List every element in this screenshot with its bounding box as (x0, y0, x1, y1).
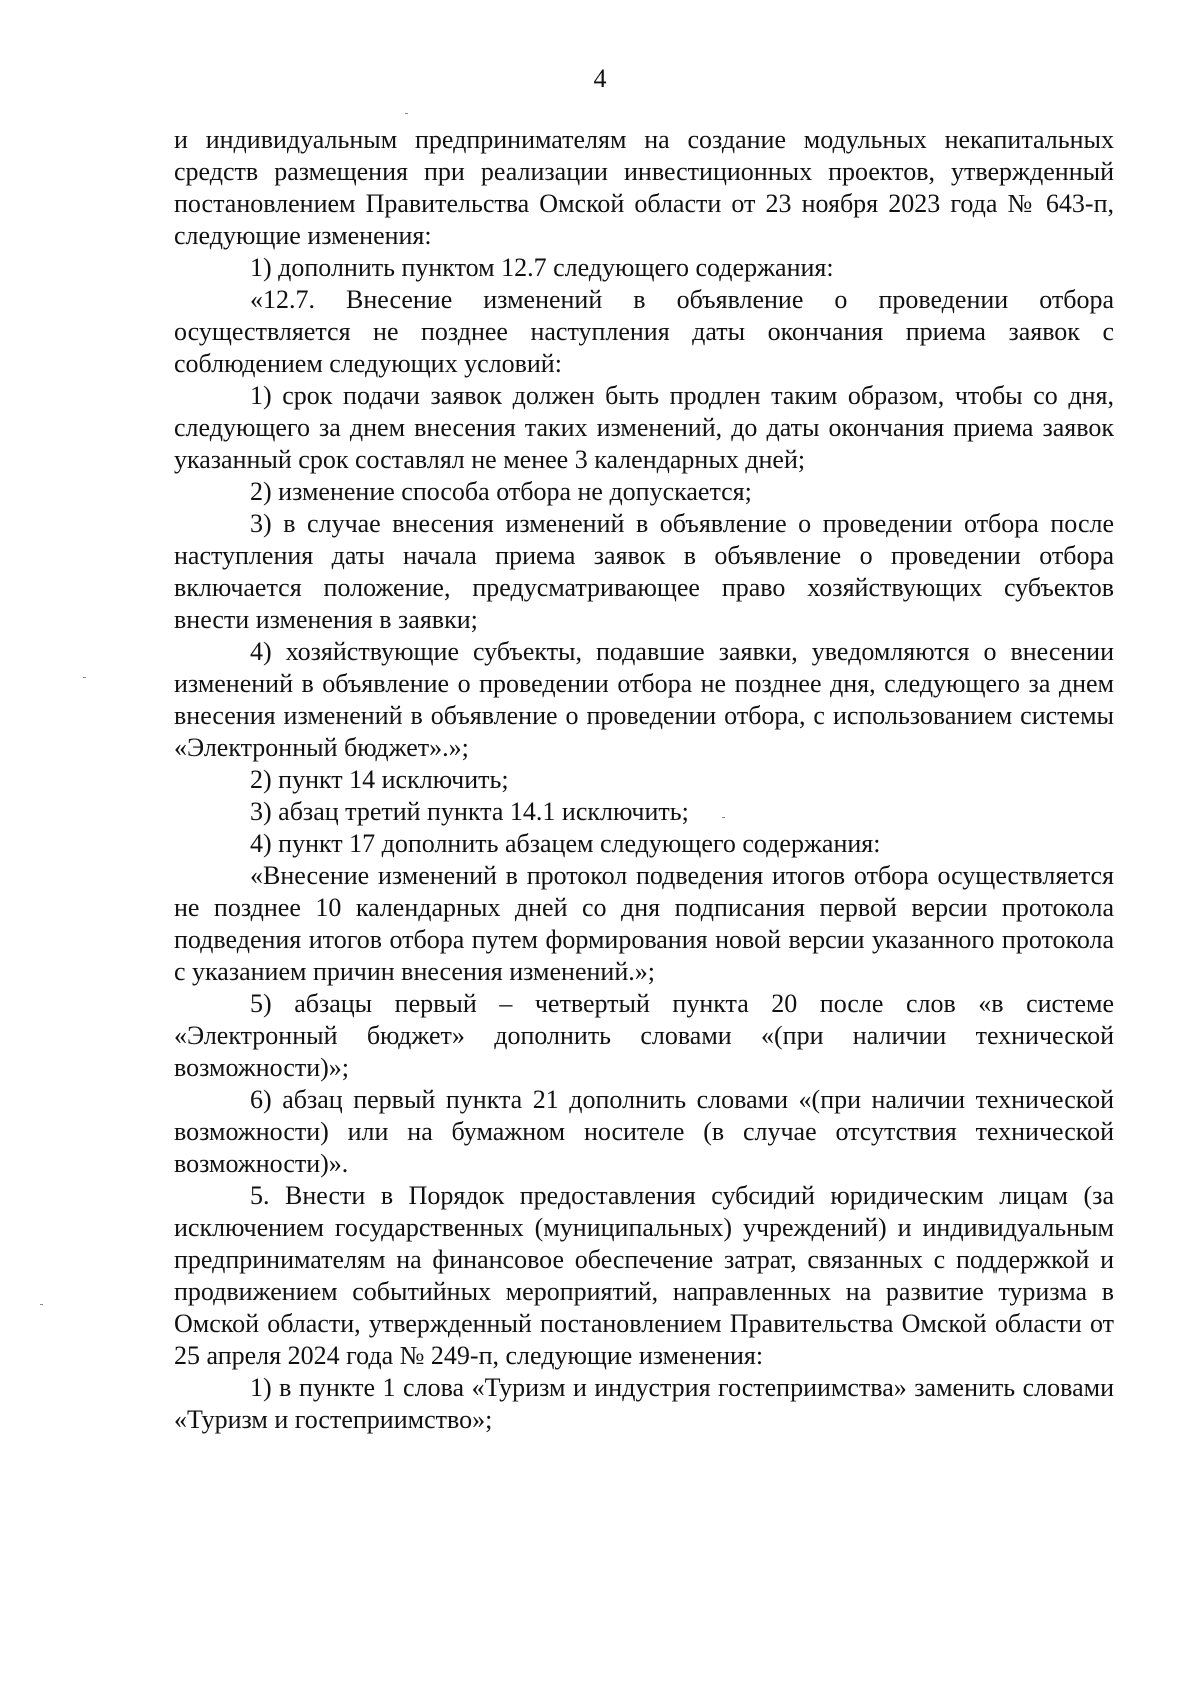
paragraph: 1) срок подачи заявок должен быть продлен таким образом, чтобы со дня, следующего за днем внесения таких изменений, до даты окончания приема заявок указанный срок составлял не менее 3 календарных дней; (174, 381, 1114, 474)
paragraph: 4) хозяйствующие субъекты, подавшие заявки, уведомляются о внесении изменений в объявление о проведении отбора не позднее дня, следующего за днем внесения изменений в объявление о проведении отбора, с использованием системы «Электронный бюджет».»; (174, 637, 1114, 762)
scan-speck (40, 1304, 43, 1305)
paragraph: «12.7. Внесение изменений в объявление о проведении отбора осуществляется не позднее наступления даты окончания приема заявок с соблюдением следующих условий: (174, 285, 1114, 378)
page-number: 4 (593, 64, 607, 93)
paragraph: 3) в случае внесения изменений в объявление о проведении отбора после наступления даты начала приема заявок в объявление о проведении отбора включается положение, предусматривающее право хозяйствующих субъектов внести изменения в заявки; (174, 509, 1114, 634)
scan-speck (722, 817, 725, 818)
paragraph: 1) дополнить пунктом 12.7 следующего содержания: (250, 253, 834, 282)
paragraph: 6) абзац первый пункта 21 дополнить словами «(при наличии технической возможности) или на бумажном носителе (в случае отсутствия технической возможности)». (174, 1085, 1114, 1178)
document-body (174, 124, 1114, 1436)
paragraph: 3) абзац третий пункта 14.1 исключить; (250, 797, 689, 826)
paragraph: и индивидуальным предпринимателям на создание модульных некапитальных средств размещения при реализации инвестиционных проектов, утвержденный постановлением Правительства Омской области от 23 ноября 2023 года № 643-п, следующие изменения: (174, 125, 1114, 250)
paragraph: 5. Внести в Порядок предоставления субсидий юридическим лицам (за исключением государственных (муниципальных) учреждений) и индивидуальным предпринимателям на финансовое обеспечение затрат, связанных с поддержкой и продвижением событийных мероприятий, направленных на развитие туризма в Омской области, утвержденный постановлением Правительства Омской области от 25 апреля 2024 года № 249-п, следующие изменения: (174, 1181, 1114, 1370)
paragraph: 4) пункт 17 дополнить абзацем следующего содержания: (250, 829, 881, 858)
paragraph: 2) пункт 14 исключить; (250, 765, 509, 794)
paragraph: «Внесение изменений в протокол подведения итогов отбора осуществляется не позднее 10 календарных дней со дня подписания первой версии протокола подведения итогов отбора путем формирования новой версии указанного протокола с указанием причин внесения изменений.»; (174, 861, 1114, 986)
scan-speck (83, 677, 86, 678)
paragraph: 2) изменение способа отбора не допускается; (250, 477, 752, 506)
paragraph: 1) в пункте 1 слова «Туризм и индустрия гостеприимства» заменить словами «Туризм и гостеприимство»; (174, 1373, 1114, 1434)
paragraph: 5) абзацы первый – четвертый пункта 20 после слов «в системе «Электронный бюджет» дополнить словами «(при наличии технической возможности)»; (174, 989, 1114, 1082)
scan-speck (405, 113, 408, 114)
